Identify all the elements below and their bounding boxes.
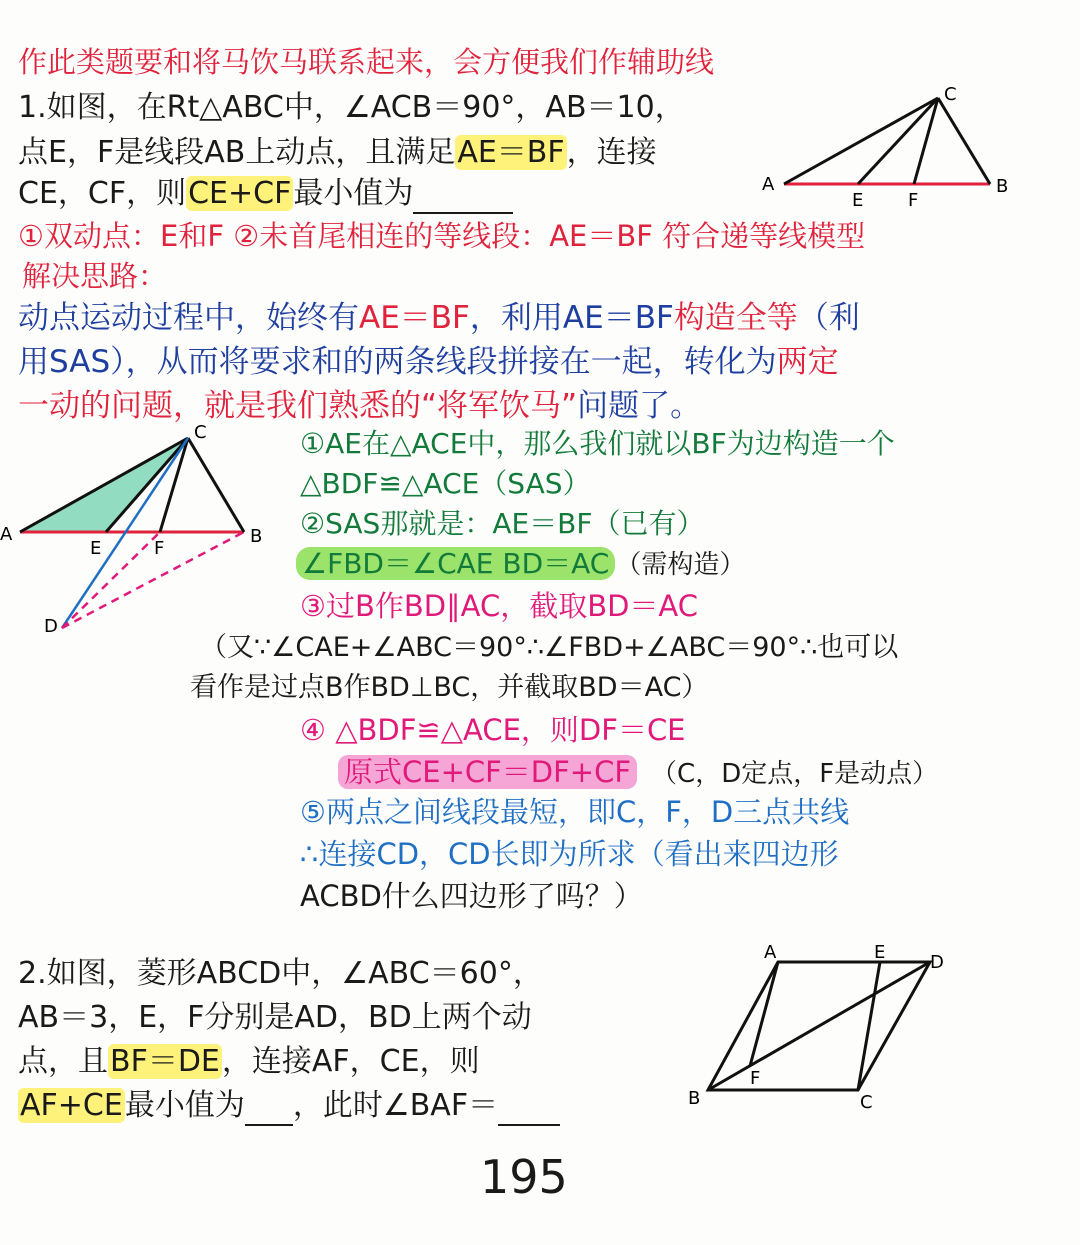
analysis-paragraph-line3 bbox=[18, 386, 701, 426]
step5-line2 bbox=[300, 834, 839, 874]
problem2-line3-post: ，连接AF，CE，则 bbox=[221, 1044, 480, 1079]
problem1-line3-pre: CE，CF，则 bbox=[18, 176, 187, 211]
label-b: B bbox=[250, 526, 263, 547]
figure-triangle-1 bbox=[758, 84, 1018, 214]
step2-line2 bbox=[296, 544, 745, 585]
problem2-line3 bbox=[18, 1042, 480, 1082]
segment-bc bbox=[938, 98, 990, 184]
label-b: B bbox=[996, 176, 1009, 197]
step4-highlight: 原式CE+CF＝DF+CF bbox=[338, 755, 637, 789]
problem1-line2 bbox=[18, 133, 657, 173]
step4-note: （C，D定点，F是动点） bbox=[651, 759, 939, 789]
analysis-p2-b: 两定 bbox=[776, 344, 839, 380]
analysis-p2-a: 用SAS），从而将要求和的两条线段拼接在一起，转化为 bbox=[18, 344, 777, 380]
analysis-title: 解决思路： bbox=[22, 259, 168, 293]
problem2-line3-pre: 点，且 bbox=[18, 1044, 108, 1079]
label-e: E bbox=[852, 190, 864, 211]
analysis-p3-c: 问题了。 bbox=[577, 388, 702, 424]
label-d: D bbox=[930, 952, 944, 973]
problem2-line2: AB＝3，E，F分别是AD，BD上两个动 bbox=[18, 1000, 532, 1035]
problem1-line2-pre: 点E，F是线段AB上动点，且满足 bbox=[18, 135, 456, 170]
step2-highlight: ∠FBD＝∠CAE BD＝AC bbox=[296, 547, 615, 580]
step1-line2: △BDF≌△ACE（SAS） bbox=[300, 467, 591, 500]
label-f: F bbox=[154, 538, 165, 559]
problem1-line3-post: 最小值为 bbox=[293, 176, 414, 211]
answer-blank-1 bbox=[245, 1096, 293, 1126]
analysis-p1-a: 动点运动过程中，始终有 bbox=[18, 300, 359, 336]
segment-ac bbox=[784, 98, 938, 184]
step2-note: （需构造） bbox=[615, 550, 746, 580]
figure-construction bbox=[0, 424, 290, 644]
analysis-p1-d: 构造全等 bbox=[673, 300, 798, 336]
segment-bc bbox=[188, 438, 244, 532]
header-note: 作此类题要和将马饮马联系起来，会方便我们作辅助线 bbox=[18, 45, 715, 79]
problem2-target-highlight: AF+CE bbox=[20, 1088, 123, 1123]
label-a: A bbox=[0, 524, 13, 545]
step2-line1: ②SAS那就是：AE＝BF（已有） bbox=[300, 507, 705, 540]
analysis-p1-c: ，利用AE＝BF bbox=[469, 300, 674, 336]
step5-line1: ⑤两点之间线段最短，即C，F，D三点共线 bbox=[300, 795, 850, 829]
step5-line3: ACBD什么四边形了吗？） bbox=[300, 879, 643, 913]
label-e: E bbox=[874, 942, 886, 963]
problem1-target-highlight: CE+CF bbox=[188, 176, 292, 211]
figure-rhombus bbox=[680, 938, 960, 1118]
analysis-p1-e: （利 bbox=[797, 300, 860, 336]
answer-blank bbox=[413, 184, 513, 214]
analysis-p1-b: AE＝BF bbox=[359, 300, 470, 336]
step4-line2 bbox=[338, 752, 938, 794]
analysis-p3-b: “将军饮马” bbox=[421, 388, 578, 424]
problem2-line4-mid: 最小值为 bbox=[124, 1088, 245, 1123]
analysis-paragraph-line2 bbox=[18, 342, 839, 382]
problem2-line1: 2.如图，菱形ABCD中，∠ABC＝60°， bbox=[18, 956, 543, 991]
analysis-point1: ①双动点：E和F ②未首尾相连的等线段：AE＝BF 符合递等线模型 bbox=[18, 219, 866, 253]
label-f: F bbox=[908, 190, 919, 211]
analysis-p3-a: 一动的问题，就是我们熟悉的 bbox=[18, 388, 421, 424]
problem1-line1: 1.如图，在Rt△ABC中，∠ACB＝90°，AB＝10， bbox=[18, 90, 685, 125]
label-e: E bbox=[90, 538, 102, 559]
label-c: C bbox=[944, 84, 957, 105]
step1-line1: ①AE在△ACE中，那么我们就以BF为边构造一个 bbox=[300, 427, 895, 460]
page-number: 195 bbox=[480, 1150, 568, 1204]
problem2-line4-post: ，此时∠BAF＝ bbox=[292, 1088, 499, 1123]
problem1-condition-highlight: AE＝BF bbox=[457, 135, 565, 170]
label-f: F bbox=[750, 1068, 761, 1089]
problem2-condition-highlight: BF＝DE bbox=[110, 1044, 220, 1079]
step4-line1: ④ △BDF≌△ACE，则DF＝CE bbox=[300, 713, 686, 747]
problem1-line3 bbox=[18, 174, 513, 214]
step3-note-line2: 看作是过点B作BD⊥BC，并截取BD＝AC） bbox=[190, 672, 709, 703]
label-a: A bbox=[762, 174, 775, 195]
segment-df bbox=[62, 532, 160, 628]
answer-blank-2 bbox=[498, 1096, 560, 1126]
problem1-line2-post: ，连接 bbox=[566, 135, 657, 170]
label-a: A bbox=[764, 942, 777, 963]
step3: ③过B作BD∥AC，截取BD＝AC bbox=[300, 589, 698, 623]
problem2-line4 bbox=[18, 1086, 560, 1126]
analysis-paragraph-line1 bbox=[18, 298, 860, 338]
label-b: B bbox=[688, 1088, 701, 1109]
label-c: C bbox=[194, 424, 207, 443]
label-d: D bbox=[44, 616, 58, 637]
step5-line2-text: ∴连接CD，CD长即为所求（看出来四边形 bbox=[300, 837, 839, 871]
label-c: C bbox=[860, 1092, 873, 1113]
step3-note-line1: （又∵∠CAE+∠ABC＝90°∴∠FBD+∠ABC＝90°∴也可以 bbox=[200, 632, 899, 663]
